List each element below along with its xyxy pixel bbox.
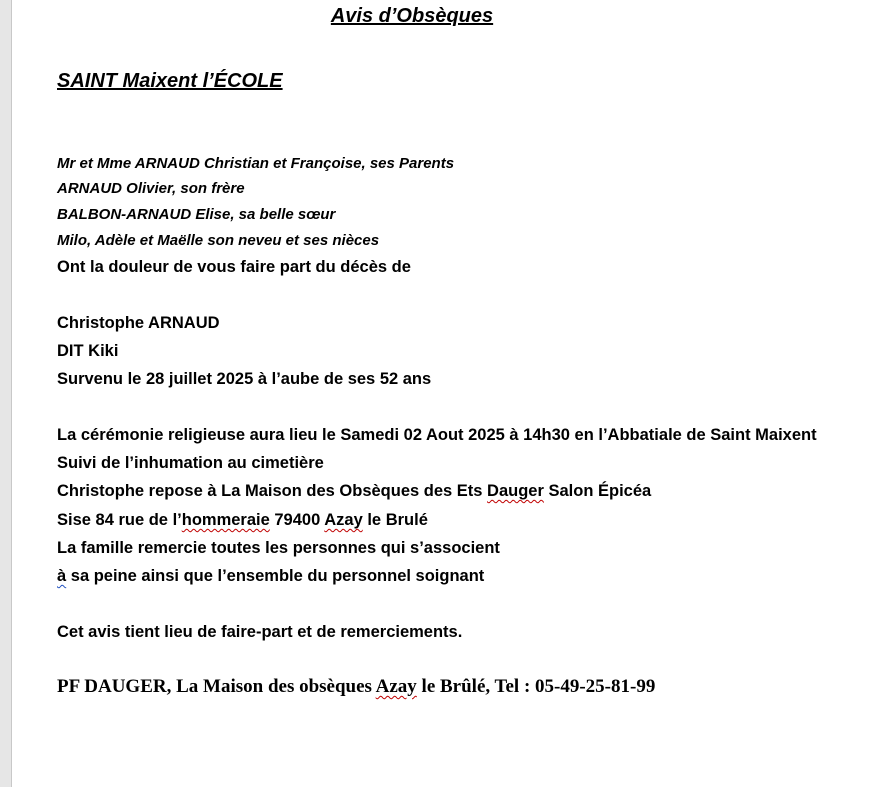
notice-line: Cet avis tient lieu de faire-part et de remerciements.	[57, 623, 463, 641]
address-text-mid: 79400	[269, 511, 325, 529]
repose-text-pre: Christophe repose à La Maison des Obsèques des Ets	[57, 482, 488, 500]
address-text-post: le Brulé	[362, 511, 428, 529]
family-line-sister-in-law: BALBON-ARNAUD Elise, sa belle sœur	[57, 206, 336, 223]
spellcheck-flag-footer-azay[interactable]: Azay	[375, 676, 417, 697]
address-text-pre: Sise 84 rue de l’	[57, 511, 182, 529]
document-title: Avis d’Obsèques	[330, 5, 494, 27]
ceremony-line: La cérémonie religieuse aura lieu le Samedi 02 Aout 2025 à 14h30 en l’Abbatiale de Saint Maixent	[57, 426, 817, 444]
spellcheck-flag-hommeraie[interactable]: hommeraie	[181, 511, 270, 529]
grammar-flag-a[interactable]: à	[57, 567, 67, 585]
family-line-parents: Mr et Mme ARNAUD Christian et Françoise, ses Parents	[57, 155, 455, 172]
deceased-nickname: DIT Kiki	[57, 342, 119, 360]
footer-text-post: le Brûlé, Tel : 05-49-25-81-99	[416, 676, 656, 697]
family-line-brother: ARNAUD Olivier, son frère	[57, 180, 245, 197]
family-line-nephews: Milo, Adèle et Maëlle son neveu et ses nièces	[57, 232, 380, 249]
thanks-line-1: La famille remercie toutes les personnes qui s’associent	[57, 539, 500, 557]
thanks-line-2-text: sa peine ainsi que l’ensemble du personnel soignant	[66, 567, 485, 585]
document-page[interactable]	[12, 0, 892, 787]
left-margin-gutter	[0, 0, 12, 787]
deceased-name: Christophe ARNAUD	[57, 314, 220, 332]
announcement-line: Ont la douleur de vous faire part du décès de	[57, 258, 411, 276]
repose-text-post: Salon Épicéa	[543, 482, 652, 500]
address-line	[57, 511, 428, 530]
footer-text-pre: PF DAUGER, La Maison des obsèques	[57, 676, 376, 697]
spellcheck-flag-dauger[interactable]: Dauger	[487, 482, 544, 500]
funeral-home-footer	[57, 676, 655, 698]
inhumation-line: Suivi de l’inhumation au cimetière	[57, 454, 324, 472]
deceased-date-line: Survenu le 28 juillet 2025 à l’aube de ses 52 ans	[57, 370, 432, 388]
spellcheck-flag-azay[interactable]: Azay	[324, 511, 363, 529]
town-heading: SAINT Maixent l’ÉCOLE	[57, 70, 283, 92]
thanks-line-2	[57, 567, 484, 586]
repose-line	[57, 482, 651, 501]
